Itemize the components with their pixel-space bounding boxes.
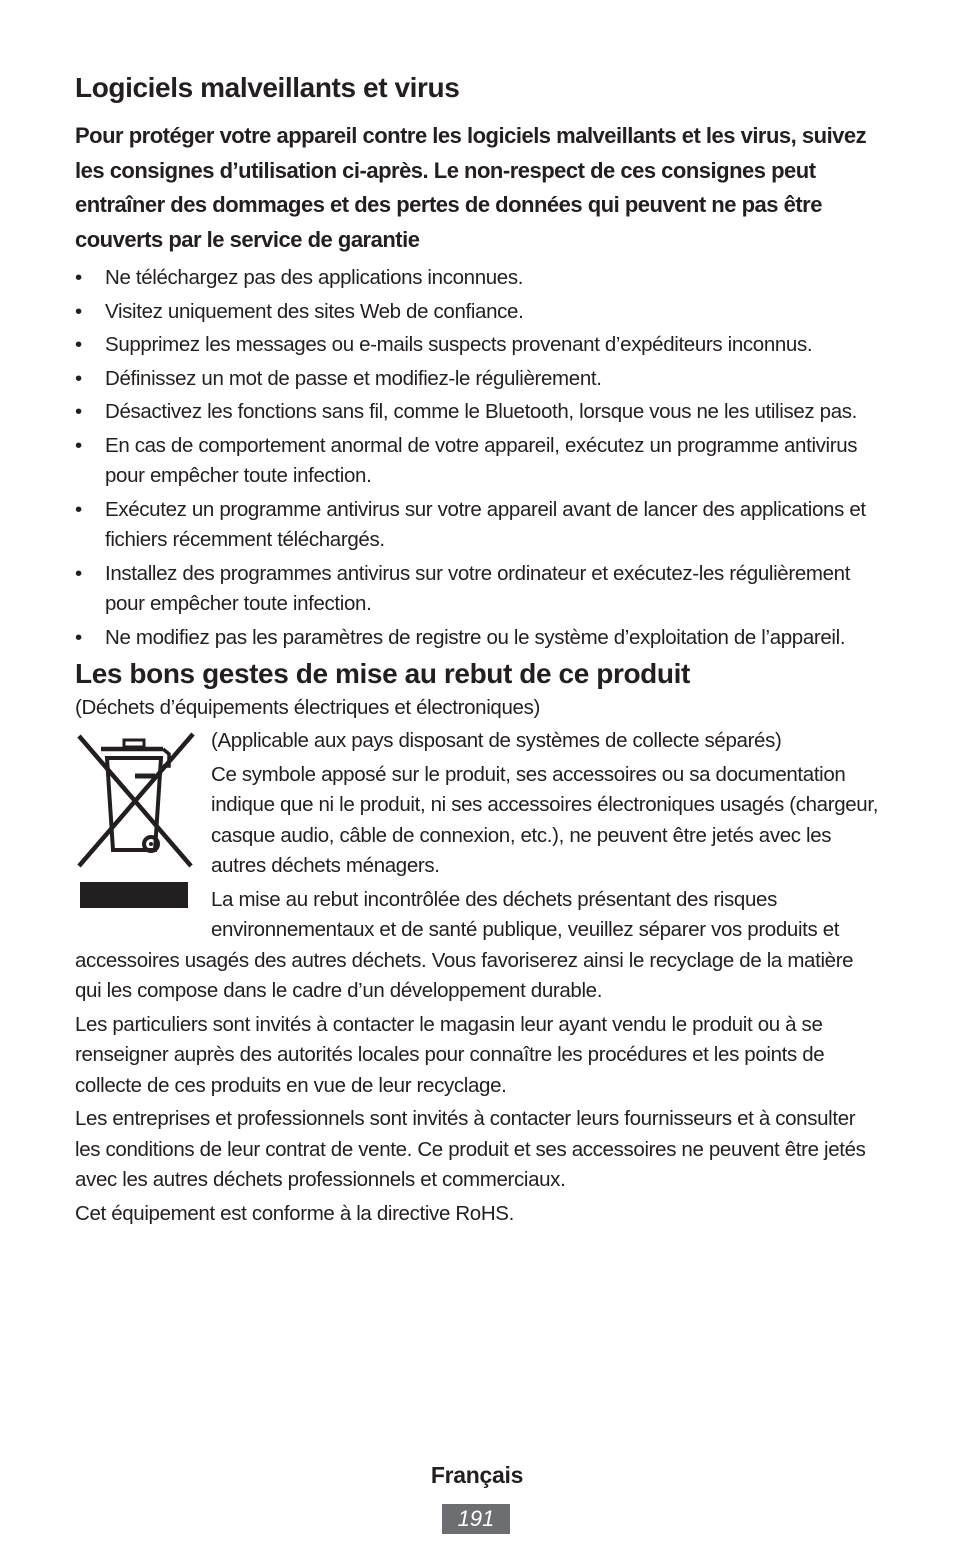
symbol-explanation: Ce symbole apposé sur le produit, ses accessoires ou sa documentation indique que ni le produit, ni ses accessoires électroniques usagés (chargeur, casque audio, câble de connexion, etc.), ne peuvent être jetés avec les autres déchets ménagers. xyxy=(211,762,879,878)
rohs-statement: Cet équipement est conforme à la directive RoHS. xyxy=(75,1201,514,1225)
bullet-icon: • xyxy=(75,266,82,290)
bullet-icon: • xyxy=(75,561,82,585)
bullet-icon: • xyxy=(75,333,82,357)
malware-tips-list xyxy=(75,263,880,653)
list-item: • En cas de comportement anormal de votre appareil, exécutez un programme antivirus pour empêcher toute infection. xyxy=(75,431,880,492)
bullet-icon: • xyxy=(75,400,82,424)
bullet-icon: • xyxy=(75,433,82,457)
weee-block xyxy=(75,726,880,1229)
footer-language: Français xyxy=(430,1462,524,1488)
list-item: • Supprimez les messages ou e-mails suspects provenant d’expéditeurs inconnus. xyxy=(75,330,880,361)
bullet-icon: • xyxy=(75,299,82,323)
crossed-out-wheelie-bin-icon xyxy=(75,732,205,922)
list-item: • Désactivez les fonctions sans fil, comme le Bluetooth, lorsque vous ne les utilisez pas. xyxy=(75,397,880,428)
disposal-subtitle: (Déchets d’équipements électriques et électroniques) xyxy=(75,695,540,719)
list-item: • Exécutez un programme antivirus sur votre appareil avant de lancer des applications et fichiers récemment téléchargés. xyxy=(75,495,880,556)
bullet-icon: • xyxy=(75,497,82,521)
intro-paragraph: Pour protéger votre appareil contre les logiciels malveillants et les virus, suivez les consignes d’utilisation ci-après. Le non-respect de ces consignes peut entraîner des dommages et des pertes de données qui peuvent ne pas être couverts par le service de garantie xyxy=(75,123,867,252)
list-item: • Ne téléchargez pas des applications inconnues. xyxy=(75,263,880,294)
weee-bar xyxy=(80,882,188,908)
list-item: • Définissez un mot de passe et modifiez-le régulièrement. xyxy=(75,364,880,395)
list-item: • Ne modifiez pas les paramètres de registre ou le système d’exploitation de l’appareil. xyxy=(75,623,880,654)
disposal-paragraph: La mise au rebut incontrôlée des déchets présentant des risques environnementaux et de santé publique, veuillez séparer vos produits et accessoires usagés des autres déchets. Vous favoriserez ainsi le recyclage de la matière qui les compose dans le cadre d’un développement durable. xyxy=(75,887,854,1003)
applicable-text: (Applicable aux pays disposant de systèmes de collecte séparés) xyxy=(211,729,782,753)
businesses-paragraph: Les entreprises et professionnels sont invités à contacter leurs fournisseurs et à consulter les conditions de leur contrat de vente. Ce produit et ses accessoires ne peuvent être jetés avec les autres déchets professionnels et commerciaux. xyxy=(75,1107,866,1192)
list-item: • Installez des programmes antivirus sur votre ordinateur et exécutez-les régulièrement pour empêcher toute infection. xyxy=(75,559,880,620)
section-title-disposal: Les bons gestes de mise au rebut de ce produit xyxy=(75,658,690,690)
page-content xyxy=(75,70,880,1232)
page-number: 191 xyxy=(442,1504,510,1534)
section-title-malware: Logiciels malveillants et virus xyxy=(75,72,460,103)
bullet-icon: • xyxy=(75,366,82,390)
list-item: • Visitez uniquement des sites Web de confiance. xyxy=(75,297,880,328)
bullet-icon: • xyxy=(75,625,82,649)
individuals-paragraph: Les particuliers sont invités à contacter le magasin leur ayant vendu le produit ou à se renseigner auprès des autorités locales pour connaître les procédures et les points de collecte de ces produits en vue de leur recyclage. xyxy=(75,1012,825,1097)
